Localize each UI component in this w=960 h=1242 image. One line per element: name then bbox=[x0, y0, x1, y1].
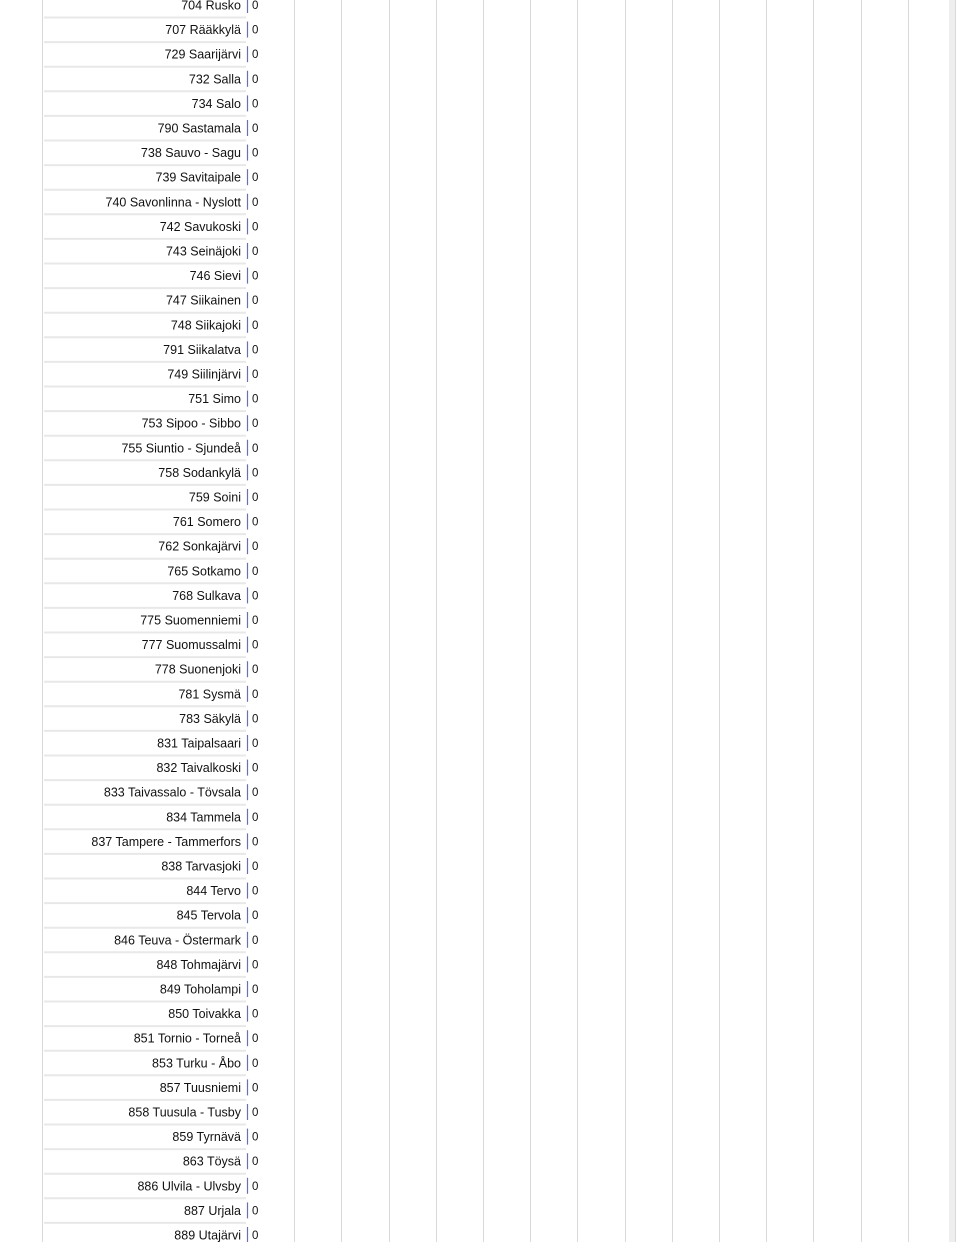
value-label: 0 bbox=[252, 123, 259, 135]
category-label: 746 Sievi bbox=[189, 269, 241, 284]
value-label: 0 bbox=[252, 811, 259, 824]
value-label: 0 bbox=[252, 590, 259, 603]
value-label: 0 bbox=[252, 442, 259, 455]
category-label: 857 Tuusniemi bbox=[159, 1080, 241, 1095]
category-label: 859 Tyrnävä bbox=[172, 1130, 241, 1145]
value-label: 0 bbox=[252, 885, 259, 898]
category-label: 739 Savitaipale bbox=[155, 170, 241, 185]
category-label: 849 Toholampi bbox=[159, 982, 241, 997]
category-label: 850 Toivakka bbox=[168, 1007, 241, 1022]
category-label: 831 Taipalsaari bbox=[157, 736, 241, 751]
value-label: 0 bbox=[252, 246, 259, 258]
value-label: 0 bbox=[252, 836, 259, 849]
category-label: 775 Suomenniemi bbox=[140, 613, 241, 628]
value-label: 0 bbox=[252, 934, 259, 947]
category-label: 790 Sastamala bbox=[157, 121, 241, 136]
value-label: 0 bbox=[252, 172, 259, 185]
value-label: 0 bbox=[252, 270, 259, 283]
category-label: 732 Salla bbox=[188, 72, 241, 87]
value-labels bbox=[252, 0, 258, 1242]
value-label: 0 bbox=[252, 418, 259, 431]
category-label: 844 Tervo bbox=[186, 884, 241, 899]
category-label: 853 Turku - Åbo bbox=[152, 1056, 241, 1071]
category-label: 889 Utajärvi bbox=[174, 1228, 241, 1242]
category-label: 762 Sonkajärvi bbox=[158, 539, 241, 554]
value-label: 0 bbox=[252, 1230, 259, 1242]
value-label: 0 bbox=[252, 319, 259, 332]
category-label: 777 Suomussalmi bbox=[141, 638, 241, 653]
category-label: 838 Tarvasjoki bbox=[161, 859, 241, 874]
category-label: 761 Somero bbox=[172, 515, 241, 530]
category-label: 743 Seinäjoki bbox=[165, 244, 241, 259]
category-label: 837 Tampere - Tammerfors bbox=[91, 834, 241, 849]
value-label: 0 bbox=[252, 1107, 259, 1119]
value-label: 0 bbox=[252, 688, 259, 701]
value-label: 0 bbox=[252, 615, 259, 627]
value-label: 0 bbox=[252, 1082, 259, 1095]
category-label: 833 Taivassalo - Tövsala bbox=[103, 785, 241, 800]
category-label: 834 Tammela bbox=[166, 810, 241, 825]
category-label: 755 Siuntio - Sjundeå bbox=[121, 441, 241, 456]
category-label: 887 Urjala bbox=[184, 1203, 241, 1218]
value-label: 0 bbox=[252, 0, 259, 12]
value-label: 0 bbox=[252, 73, 259, 86]
value-label: 0 bbox=[252, 492, 259, 504]
category-label: 768 Sulkava bbox=[172, 588, 241, 603]
value-label: 0 bbox=[252, 24, 259, 37]
value-label: 0 bbox=[252, 762, 259, 775]
category-label: 765 Sotkamo bbox=[167, 564, 241, 579]
category-label: 734 Salo bbox=[191, 96, 241, 111]
category-label: 738 Sauvo - Sagu bbox=[140, 146, 241, 161]
category-label: 832 Taivalkoski bbox=[156, 761, 241, 776]
category-label: 886 Ulvila - Ulvsby bbox=[137, 1179, 241, 1194]
value-label: 0 bbox=[252, 910, 259, 923]
value-label: 0 bbox=[252, 516, 259, 529]
value-label: 0 bbox=[252, 1156, 259, 1169]
category-label: 845 Tervola bbox=[176, 908, 241, 923]
value-label: 0 bbox=[252, 984, 259, 996]
value-label: 0 bbox=[252, 541, 259, 554]
value-label: 0 bbox=[252, 1180, 259, 1193]
value-label: 0 bbox=[252, 565, 259, 578]
value-label: 0 bbox=[252, 787, 259, 800]
value-label: 0 bbox=[252, 393, 259, 406]
value-label: 0 bbox=[252, 196, 259, 209]
category-label: 846 Teuva - Östermark bbox=[114, 933, 241, 948]
value-label: 0 bbox=[252, 98, 259, 111]
plot-edge bbox=[949, 0, 955, 1242]
value-label: 0 bbox=[252, 344, 259, 357]
category-label: 758 Sodankylä bbox=[158, 465, 241, 480]
value-label: 0 bbox=[252, 1008, 259, 1021]
category-label: 740 Savonlinna - Nyslott bbox=[105, 195, 241, 210]
category-label: 748 Siikajoki bbox=[170, 318, 241, 333]
category-label: 707 Rääkkylä bbox=[165, 23, 241, 38]
category-label: 851 Tornio - Torneå bbox=[133, 1031, 241, 1046]
category-label: 759 Soini bbox=[188, 490, 241, 505]
category-label: 742 Savukoski bbox=[159, 219, 241, 234]
category-label: 751 Simo bbox=[188, 392, 241, 407]
category-label: 848 Tohmajärvi bbox=[156, 957, 241, 972]
value-label: 0 bbox=[252, 639, 259, 652]
category-label: 704 Rusko bbox=[181, 0, 241, 13]
value-label: 0 bbox=[252, 738, 259, 750]
value-label: 0 bbox=[252, 49, 259, 62]
category-label: 858 Tuusula - Tusby bbox=[128, 1105, 241, 1120]
value-label: 0 bbox=[252, 1131, 259, 1144]
category-label: 783 Säkylä bbox=[179, 711, 241, 726]
value-label: 0 bbox=[252, 467, 259, 480]
category-label: 753 Sipoo - Sibbo bbox=[141, 416, 241, 431]
value-label: 0 bbox=[252, 959, 259, 972]
value-label: 0 bbox=[252, 861, 259, 873]
value-label: 0 bbox=[252, 1033, 259, 1046]
category-label: 791 Siikalatva bbox=[163, 342, 241, 357]
value-label: 0 bbox=[252, 1057, 259, 1070]
value-label: 0 bbox=[252, 295, 259, 308]
category-label: 781 Sysmä bbox=[178, 687, 241, 702]
value-label: 0 bbox=[252, 369, 259, 381]
value-label: 0 bbox=[252, 221, 259, 234]
value-label: 0 bbox=[252, 147, 259, 160]
category-label: 729 Saarijärvi bbox=[164, 47, 241, 62]
category-labels bbox=[91, 0, 241, 1242]
category-label: 747 Siikainen bbox=[165, 293, 241, 308]
category-label: 749 Siilinjärvi bbox=[167, 367, 241, 382]
value-label: 0 bbox=[252, 664, 259, 677]
value-label: 0 bbox=[252, 713, 259, 726]
category-label: 778 Suonenjoki bbox=[154, 662, 241, 677]
category-label: 863 Töysä bbox=[182, 1154, 241, 1169]
value-label: 0 bbox=[252, 1205, 259, 1218]
